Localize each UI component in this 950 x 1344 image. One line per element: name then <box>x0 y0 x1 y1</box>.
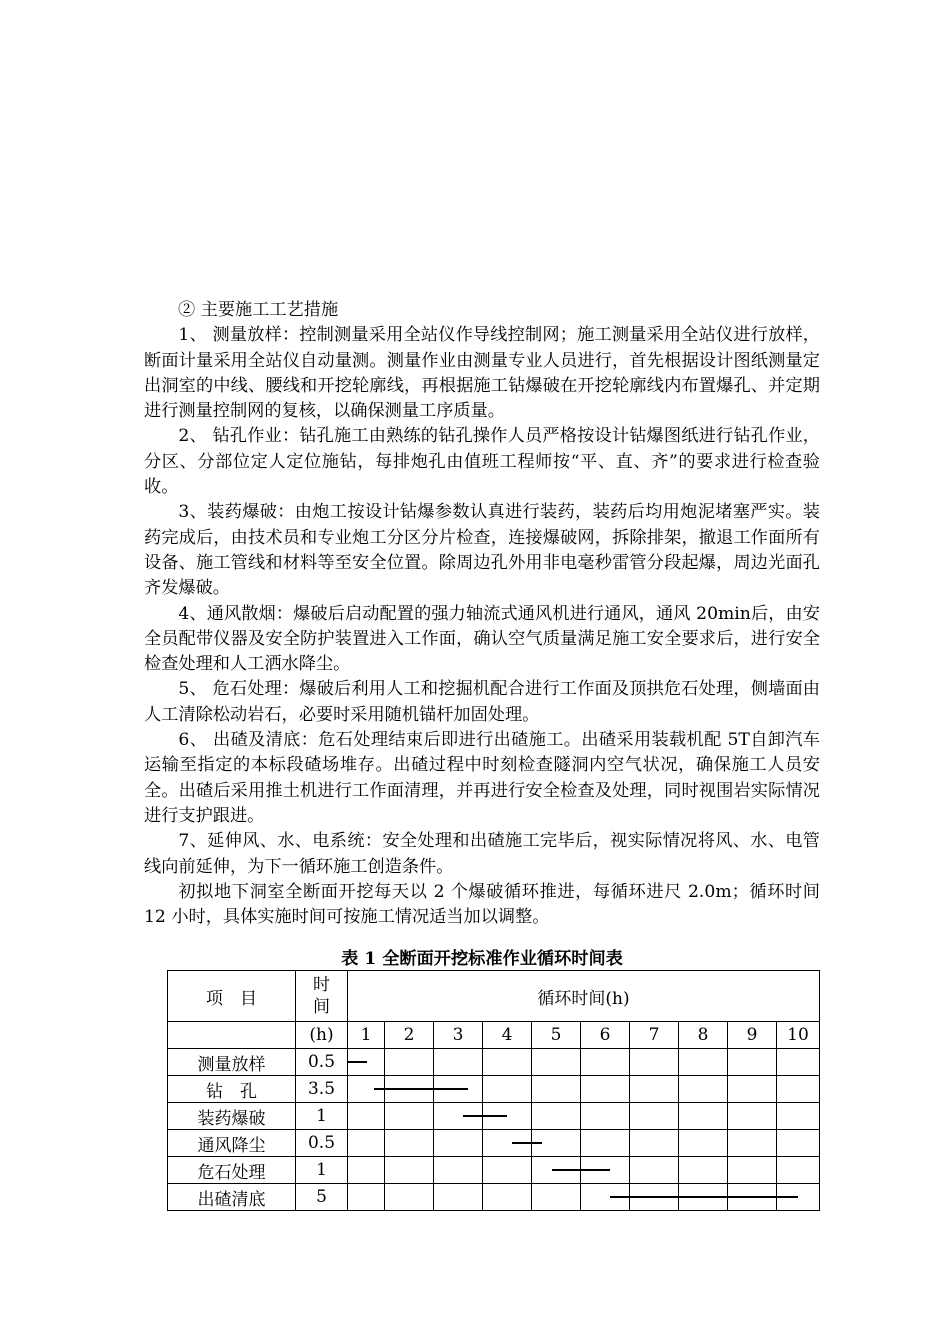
timeline-cell <box>679 1130 728 1157</box>
timeline-cell <box>385 1184 434 1211</box>
timeline-cell <box>434 1130 483 1157</box>
timeline-cell <box>385 1157 434 1184</box>
timeline-cell <box>630 1049 679 1076</box>
task-name: 通风降尘 <box>168 1130 296 1157</box>
task-row <box>168 1157 820 1184</box>
task-duration: 1 <box>296 1157 348 1184</box>
timeline-cell <box>385 1049 434 1076</box>
timeline-cell <box>532 1103 581 1130</box>
hour-9: 9 <box>728 1022 777 1049</box>
body-text <box>144 298 820 930</box>
header-time-label: 时间 <box>313 975 330 1017</box>
task-duration: 0.5 <box>296 1049 348 1076</box>
gantt-bar <box>552 1169 611 1171</box>
timeline-cell <box>348 1157 385 1184</box>
timeline-cell <box>348 1049 385 1076</box>
timeline-cell <box>483 1076 532 1103</box>
timeline-cell <box>581 1103 630 1130</box>
cycle-time-table <box>167 970 820 1211</box>
timeline-cell <box>728 1049 777 1076</box>
timeline-cell <box>348 1184 385 1211</box>
gantt-bar <box>374 1088 468 1090</box>
gantt-bar <box>512 1142 541 1144</box>
task-name: 出碴清底 <box>168 1184 296 1211</box>
hours-row <box>168 1022 820 1049</box>
timeline-cell <box>679 1076 728 1103</box>
hour-10: 10 <box>777 1022 820 1049</box>
task-duration: 1 <box>296 1103 348 1130</box>
timeline-cell <box>679 1049 728 1076</box>
task-row <box>168 1130 820 1157</box>
paragraph-survey: 1、 测量放样：控制测量采用全站仪作导线控制网；施工测量采用全站仪进行放样，断面计量采用全站仪自动量测。测量作业由测量专业人员进行，首先根据设计图纸测量定出洞室的中线、腰线和开挖轮廓线，再根据施工钻爆破在开挖轮廓线内布置爆孔、并定期进行测量控制网的复核，以确保测量工序质量。 <box>144 325 820 422</box>
paragraph-drilling: 2、 钻孔作业：钻孔施工由熟练的钻孔操作人员严格按设计钻爆图纸进行钻孔作业，分区、分部位定人定位施钻，每排炮孔由值班工程师按“平、直、齐”的要求进行检查验收。 <box>144 426 820 498</box>
hour-5: 5 <box>532 1022 581 1049</box>
timeline-cell <box>434 1184 483 1211</box>
task-duration: 0.5 <box>296 1130 348 1157</box>
timeline-cell <box>434 1157 483 1184</box>
timeline-cell <box>777 1049 820 1076</box>
timeline-cell <box>630 1130 679 1157</box>
header-time <box>296 971 348 1022</box>
timeline-cell <box>777 1157 820 1184</box>
unit-cell: (h) <box>296 1022 348 1049</box>
task-name: 危石处理 <box>168 1157 296 1184</box>
header-cycle: 循环时间(h) <box>348 971 820 1022</box>
timeline-cell <box>385 1103 434 1130</box>
task-duration: 3.5 <box>296 1076 348 1103</box>
hour-4: 4 <box>483 1022 532 1049</box>
timeline-cell <box>532 1049 581 1076</box>
header-item: 项 目 <box>168 971 296 1022</box>
timeline-cell <box>679 1103 728 1130</box>
hour-7: 7 <box>630 1022 679 1049</box>
timeline-cell <box>630 1157 679 1184</box>
timeline-cell <box>777 1103 820 1130</box>
table-caption: 表 1 全断面开挖标准作业循环时间表 <box>341 949 623 969</box>
paragraph-mucking: 6、 出碴及清底：危石处理结束后即进行出碴施工。出碴采用装载机配 5T自卸汽车运输至指定的本标段碴场堆存。出碴过程中时刻检查隧洞内空气状况，确保施工人员安全。出碴后采用推土机进行工作面清理，并再进行安全检查及处理，同时视围岩实际情况进行支护跟进。 <box>144 730 820 826</box>
gantt-bar <box>463 1115 507 1117</box>
section-title: ② 主要施工工艺措施 <box>178 300 339 320</box>
timeline-cell <box>728 1103 777 1130</box>
hour-1: 1 <box>348 1022 385 1049</box>
timeline-cell <box>777 1130 820 1157</box>
timeline-cell <box>385 1130 434 1157</box>
task-row <box>168 1076 820 1103</box>
timeline-cell <box>348 1130 385 1157</box>
paragraph-ventilation: 4、通风散烟：爆破后启动配置的强力轴流式通风机进行通风，通风 20min后，由安全员配带仪器及安全防护装置进入工作面，确认空气质量满足施工安全要求后，进行安全检查处理和人工洒水降尘。 <box>144 603 820 675</box>
task-row <box>168 1184 820 1211</box>
task-name: 钻 孔 <box>168 1076 296 1103</box>
paragraph-charging: 3、装药爆破：由炮工按设计钻爆参数认真进行装药，装药后均用炮泥堵塞严实。装药完成后，由技术员和专业炮工分区分片检查，连接爆破网，拆除排架，撤退工作面所有设备、施工管线和材料等至安全位置。除周边孔外用非电毫秒雷管分段起爆，周边光面孔齐发爆破。 <box>144 502 820 599</box>
timeline-cell <box>630 1076 679 1103</box>
task-duration: 5 <box>296 1184 348 1211</box>
paragraph-summary: 初拟地下洞室全断面开挖每天以 2 个爆破循环推进，每循环进尺 2.0m；循环时间 12 小时，具体实施时间可按施工情况适当加以调整。 <box>144 881 820 928</box>
hour-3: 3 <box>434 1022 483 1049</box>
timeline-cell <box>434 1049 483 1076</box>
gantt-bar <box>348 1061 367 1063</box>
timeline-cell <box>630 1103 679 1130</box>
timeline-cell <box>483 1184 532 1211</box>
task-name: 装药爆破 <box>168 1103 296 1130</box>
hour-2: 2 <box>385 1022 434 1049</box>
timeline-cell <box>777 1076 820 1103</box>
timeline-cell <box>348 1103 385 1130</box>
timeline-cell <box>483 1157 532 1184</box>
paragraph-extension: 7、延伸风、水、电系统：安全处理和出碴施工完毕后，视实际情况将风、水、电管线向前延伸，为下一循环施工创造条件。 <box>144 831 820 877</box>
timeline-cell <box>581 1049 630 1076</box>
task-row <box>168 1049 820 1076</box>
timeline-cell <box>728 1076 777 1103</box>
timeline-cell <box>348 1076 385 1103</box>
task-row <box>168 1103 820 1130</box>
hour-6: 6 <box>581 1022 630 1049</box>
timeline-cell <box>728 1157 777 1184</box>
task-name: 测量放样 <box>168 1049 296 1076</box>
timeline-cell <box>679 1157 728 1184</box>
blank-cell <box>168 1022 296 1049</box>
timeline-cell <box>581 1130 630 1157</box>
timeline-cell <box>581 1076 630 1103</box>
gantt-bar <box>610 1196 798 1198</box>
timeline-cell <box>483 1049 532 1076</box>
hour-8: 8 <box>679 1022 728 1049</box>
task-rows <box>168 1049 820 1211</box>
timeline-cell <box>728 1130 777 1157</box>
header-row <box>168 971 820 1022</box>
timeline-cell <box>532 1184 581 1211</box>
paragraph-scaling: 5、 危石处理：爆破后利用人工和挖掘机配合进行工作面及顶拱危石处理，侧墙面由人工清除松动岩石，必要时采用随机锚杆加固处理。 <box>144 679 820 725</box>
timeline-cell <box>532 1076 581 1103</box>
